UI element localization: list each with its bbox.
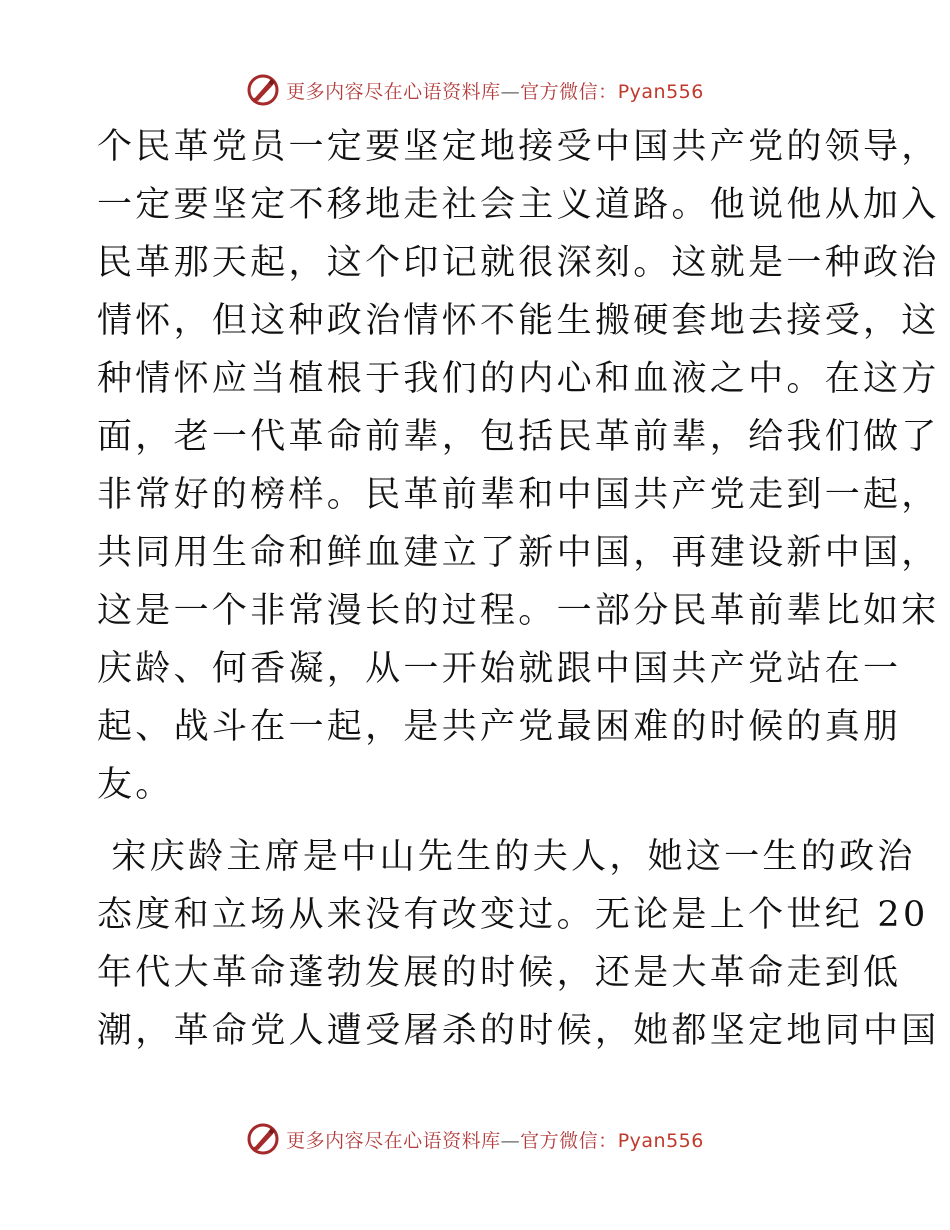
header-wechat-account: Pyan556 xyxy=(617,80,704,103)
header-wechat-label: 官方微信： xyxy=(520,80,618,103)
footer-site-text: 更多内容尽在心语资料库 xyxy=(286,1129,501,1152)
text-line: 潮，革命党人遭受屠杀的时候，她都坚定地同中国 xyxy=(97,1011,940,1051)
text-line: 年代大革命蓬勃发展的时候，还是大革命走到低 xyxy=(97,953,902,993)
text-line: 共同用生命和鲜血建立了新中国，再建设新中国， xyxy=(97,533,940,573)
footer-wechat-label: 官方微信： xyxy=(520,1129,618,1152)
text-line: 庆龄、何香凝，从一开始就跟中国共产党站在一 xyxy=(97,649,902,689)
text-line: 态度和立场从来没有改变过。无论是上个世纪 20 xyxy=(97,895,929,935)
paragraph-1 xyxy=(97,118,940,814)
header-separator: — xyxy=(500,80,521,103)
text-line: 这是一个非常漫长的过程。一部分民革前辈比如宋 xyxy=(97,591,940,631)
text-line: 种情怀应当植根于我们的内心和血液之中。在这方 xyxy=(97,359,940,399)
text-line: 情怀，但这种政治情怀不能生搬硬套地去接受，这 xyxy=(97,301,940,341)
header-watermark-banner xyxy=(0,70,950,110)
text-line: 面，老一代革命前辈，包括民革前辈，给我们做了 xyxy=(97,417,940,457)
pen-in-circle-logo-icon xyxy=(246,1122,280,1156)
text-line: 友。 xyxy=(97,765,174,805)
footer-separator: — xyxy=(500,1129,521,1152)
text-line: 民革那天起，这个印记就很深刻。这就是一种政治 xyxy=(97,243,940,283)
pen-in-circle-logo-icon xyxy=(246,73,280,107)
text-line: 个民革党员一定要坚定地接受中国共产党的领导， xyxy=(97,127,940,167)
paragraph-gap xyxy=(97,814,857,828)
footer-watermark-text xyxy=(286,1126,704,1153)
text-line: 起、战斗在一起，是共产党最困难的时候的真朋 xyxy=(97,707,902,747)
document-body xyxy=(97,118,940,1060)
footer-watermark-banner xyxy=(0,1119,950,1159)
paragraph-2 xyxy=(97,828,940,1060)
header-watermark-text xyxy=(286,77,704,104)
header-site-text: 更多内容尽在心语资料库 xyxy=(286,80,501,103)
text-line: 非常好的榜样。民革前辈和中国共产党走到一起， xyxy=(97,475,940,515)
text-line: 宋庆龄主席是中山先生的夫人，她这一生的政治 xyxy=(97,837,916,877)
footer-wechat-account: Pyan556 xyxy=(617,1129,704,1152)
text-line: 一定要坚定不移地走社会主义道路。他说他从加入 xyxy=(97,185,940,225)
